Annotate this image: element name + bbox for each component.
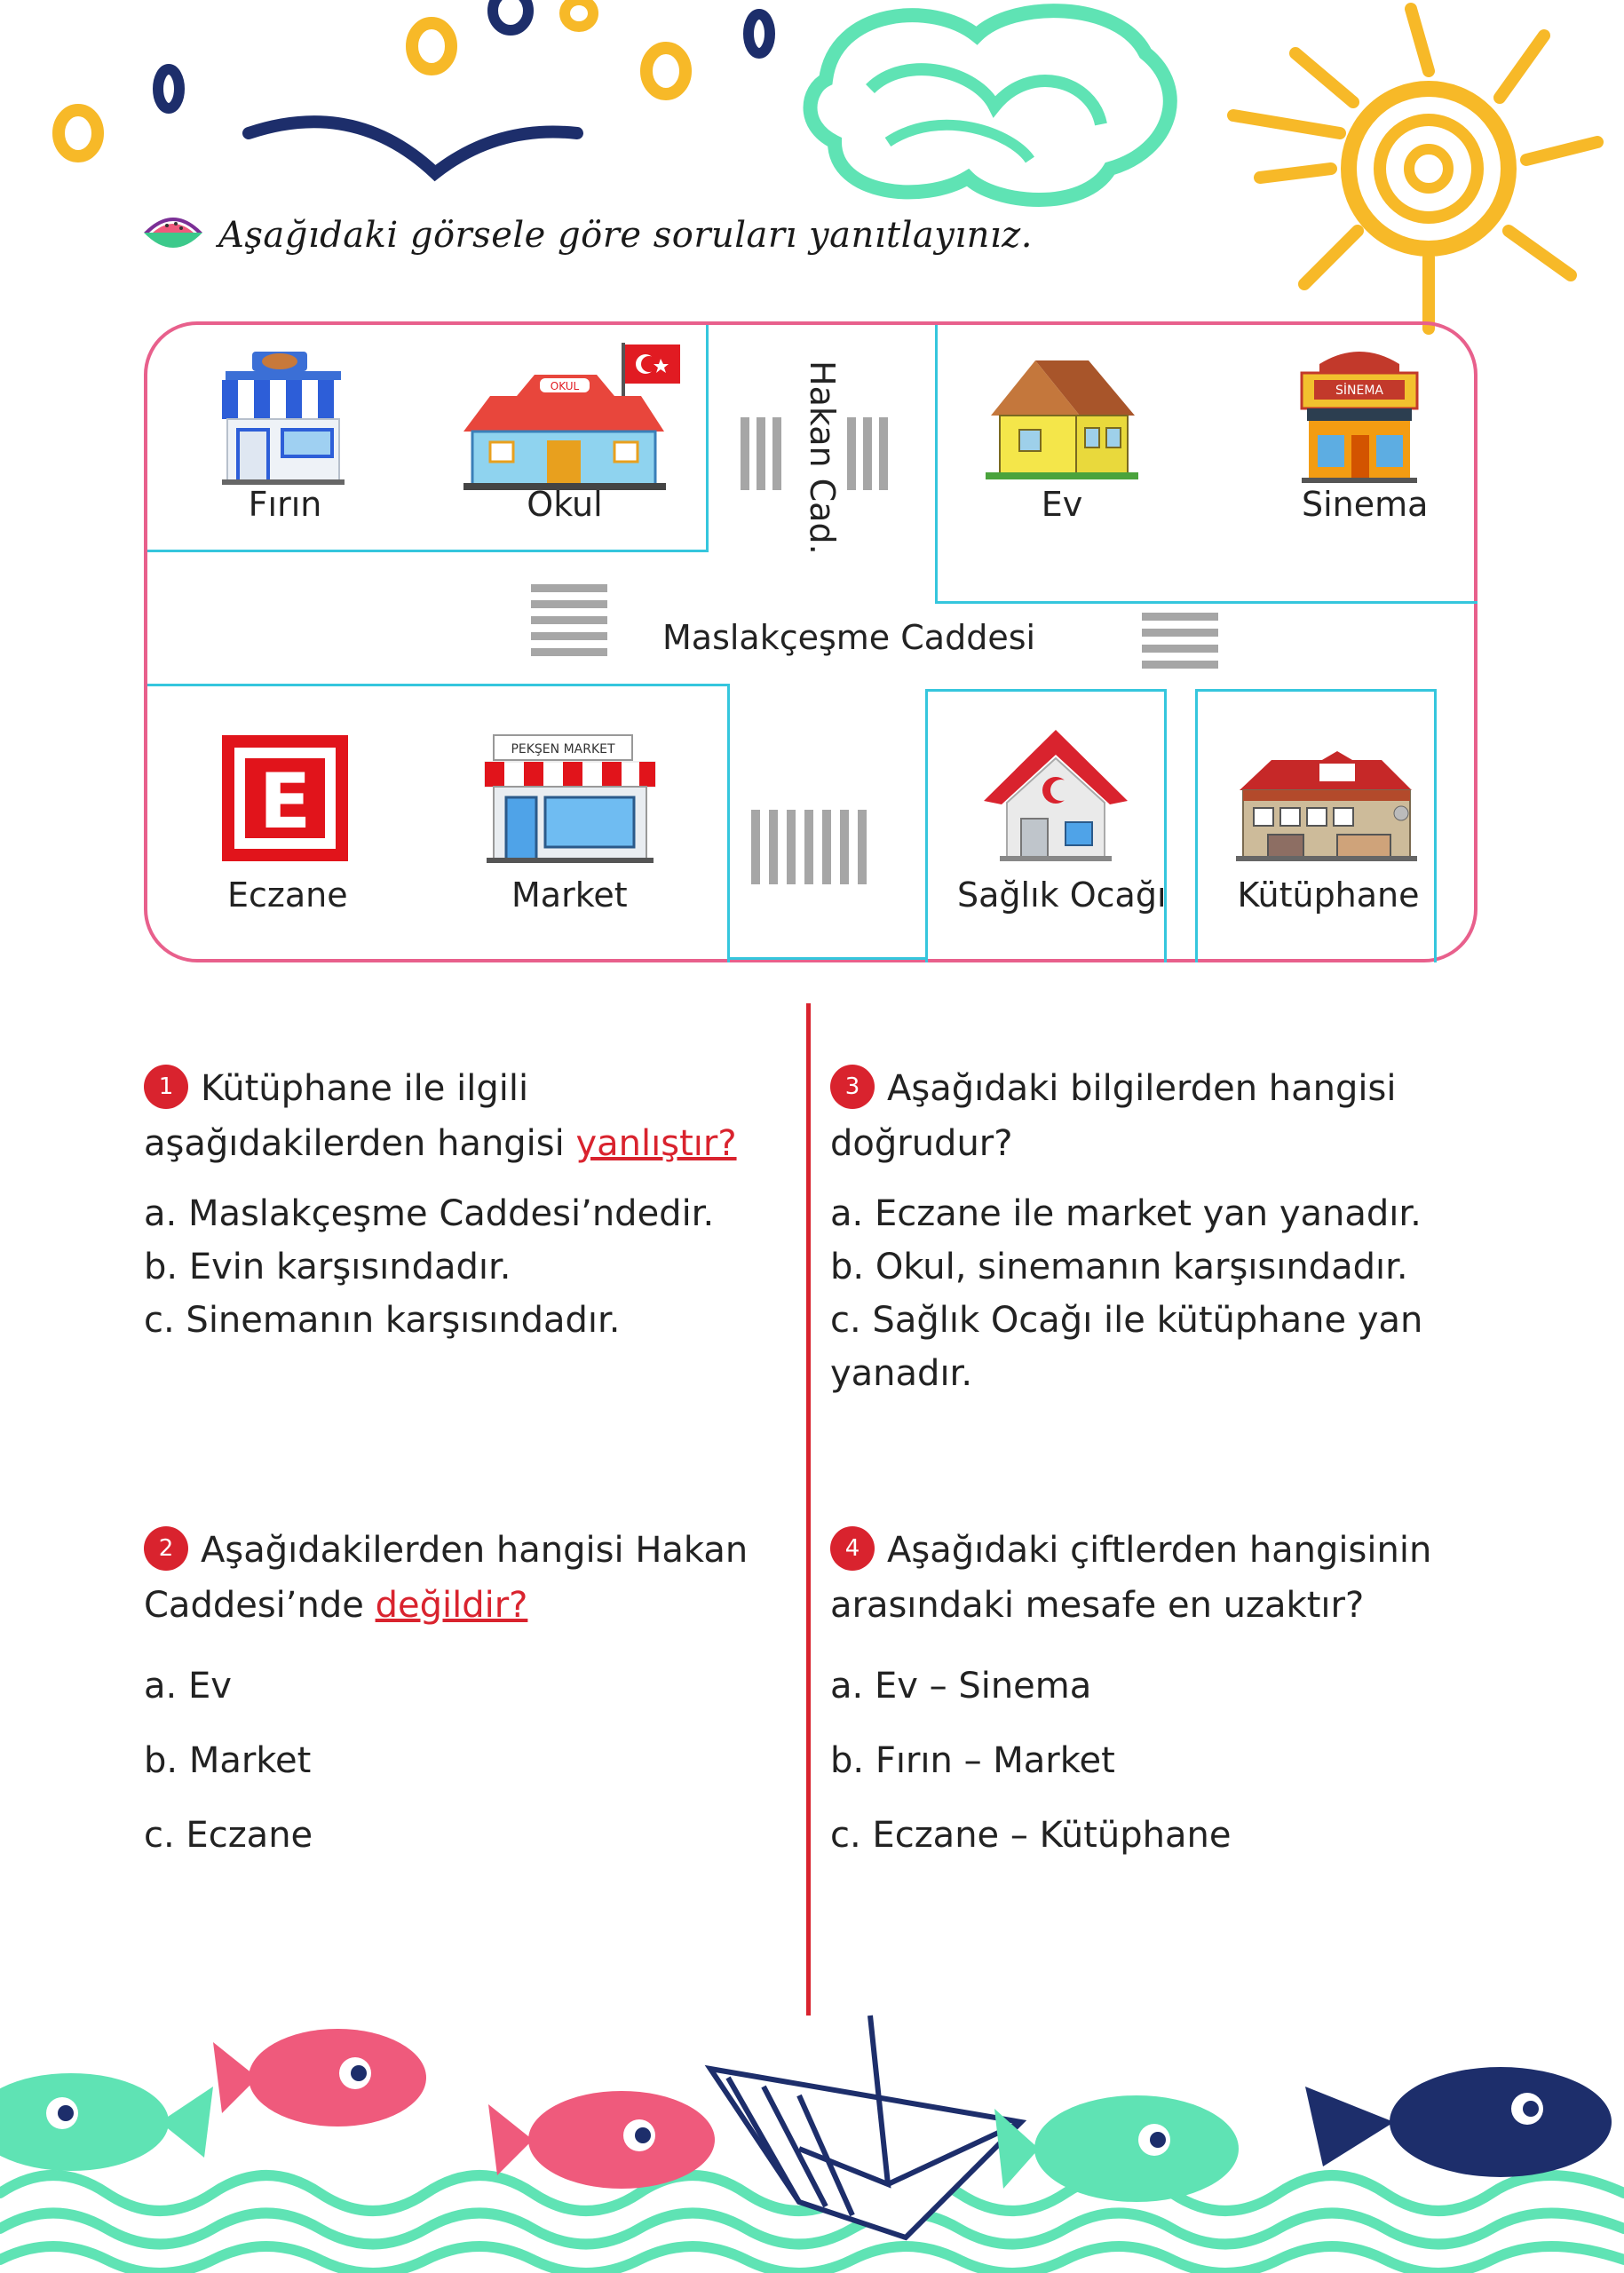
fish-navy xyxy=(1305,2067,1612,2177)
school-icon xyxy=(463,334,721,494)
question-1-options xyxy=(144,1187,792,1347)
cinema-icon xyxy=(1293,337,1426,488)
cinema-sign-text: SİNEMA xyxy=(1335,384,1383,398)
instruction-text: Aşağıdaki görsele göre soruları yanıtlayınız. xyxy=(218,215,1033,256)
question-2-stem xyxy=(144,1523,792,1633)
option-a[interactable]: a. Eczane ile market yan yanadır. xyxy=(830,1193,1422,1234)
question-4-stem xyxy=(830,1523,1478,1633)
fish-pink-bottom xyxy=(488,2091,715,2189)
question-number-badge: 1 xyxy=(144,1065,188,1109)
fish-mint-right xyxy=(994,2095,1239,2202)
question-1-emphasis: yanlıştır? xyxy=(575,1123,737,1164)
option-a[interactable]: a. Ev xyxy=(144,1666,232,1707)
option-a[interactable]: a. Ev – Sinema xyxy=(830,1666,1092,1707)
circle-doodles-icon xyxy=(0,0,799,195)
place-label-market: Market xyxy=(511,875,628,915)
market-icon xyxy=(481,732,659,865)
question-number-badge: 2 xyxy=(144,1526,188,1571)
option-b[interactable]: b. Okul, sinemanın karşısındadır. xyxy=(830,1247,1408,1287)
question-3-stem xyxy=(830,1061,1478,1171)
place-label-ev: Ev xyxy=(1041,485,1083,524)
option-c[interactable]: c. Sağlık Ocağı ile kütüphane yan yanadır. xyxy=(830,1300,1423,1394)
place-label-eczane: Eczane xyxy=(227,875,348,915)
option-c[interactable]: c. Eczane – Kütüphane xyxy=(830,1815,1232,1856)
fish-mint-left xyxy=(0,2073,213,2171)
question-1-text: Kütüphane ile ilgili aşağıdakilerden hangisi xyxy=(144,1068,576,1164)
option-b[interactable]: b. Evin karşısındadır. xyxy=(144,1247,511,1287)
question-1-stem xyxy=(144,1061,792,1171)
question-2-text: Aşağıdakilerden hangisi Hakan Caddesi’nde xyxy=(144,1530,749,1626)
sun-icon xyxy=(1207,0,1624,337)
street-label-maslakcesme: Maslakçeşme Caddesi xyxy=(662,618,1036,657)
library-icon xyxy=(1231,751,1426,867)
question-1 xyxy=(144,1061,792,1347)
question-2-options xyxy=(144,1649,792,1873)
street-map xyxy=(144,321,1477,962)
place-label-firin: Fırın xyxy=(248,485,322,524)
instruction-row xyxy=(142,213,1033,257)
school-sign-text: OKUL xyxy=(550,380,580,392)
question-4 xyxy=(830,1523,1478,1873)
place-label-kutuphane: Kütüphane xyxy=(1237,875,1420,915)
house-icon xyxy=(982,352,1142,485)
block-bottom-connector xyxy=(730,957,925,960)
option-b[interactable]: b. Fırın – Market xyxy=(830,1740,1115,1781)
question-4-text: Aşağıdaki çiftlerden hangisinin arasındaki mesafe en uzaktır? xyxy=(830,1530,1432,1626)
place-label-sinema: Sinema xyxy=(1302,485,1429,524)
option-c[interactable]: c. Sinemanın karşısındadır. xyxy=(144,1300,621,1341)
pharmacy-icon xyxy=(218,732,352,865)
street-label-hakan: Hakan Cad. xyxy=(803,360,842,555)
fish-pink-top xyxy=(213,2029,426,2126)
option-a[interactable]: a. Maslakçeşme Caddesi’ndedir. xyxy=(144,1193,715,1234)
pharmacy-sign-text: E xyxy=(258,757,312,846)
market-sign-text: PEKŞEN MARKET xyxy=(511,742,615,756)
question-3 xyxy=(830,1061,1478,1400)
option-b[interactable]: b. Market xyxy=(144,1740,312,1781)
question-3-text: Aşağıdaki bilgilerden hangisi doğrudur? xyxy=(830,1068,1397,1164)
question-3-options xyxy=(830,1187,1478,1400)
question-4-options xyxy=(830,1649,1478,1873)
option-c[interactable]: c. Eczane xyxy=(144,1815,313,1856)
bakery-icon xyxy=(217,345,350,487)
question-number-badge: 3 xyxy=(830,1065,875,1109)
question-2-emphasis: değildir? xyxy=(375,1585,528,1626)
watermelon-icon xyxy=(142,213,204,257)
column-divider xyxy=(806,1003,811,2016)
question-number-badge: 4 xyxy=(830,1526,875,1571)
place-label-saglik: Sağlık Ocağı xyxy=(957,875,1167,915)
scribble-cloud-icon xyxy=(799,0,1190,213)
place-label-okul: Okul xyxy=(527,485,603,524)
waves-fish-boat-icon xyxy=(0,2007,1624,2273)
health-center-icon xyxy=(980,725,1131,867)
question-2 xyxy=(144,1523,792,1873)
